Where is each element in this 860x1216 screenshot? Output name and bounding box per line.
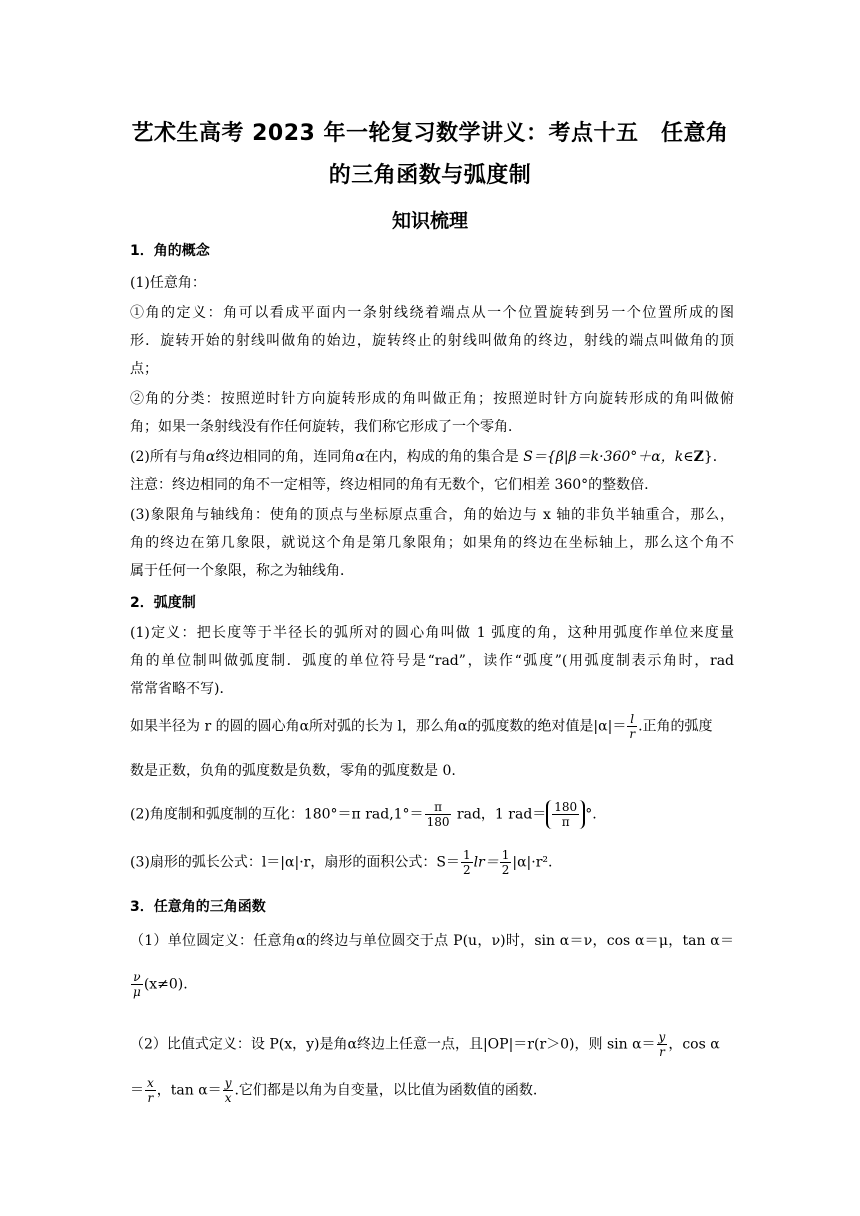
para-abs-alpha	[130, 712, 734, 741]
para-radian-def-3: 常常省略不写)．	[130, 681, 234, 697]
para-quadrant-1: (3)象限角与轴线角：使角的顶点与坐标原点重合，角的始边与 x 轴的非负半轴重合，那么，	[130, 507, 734, 523]
section-subtitle: 知识梳理	[391, 210, 468, 232]
numerator: 1	[501, 848, 510, 862]
para-unit-circle-tan	[130, 970, 734, 999]
para-conversion	[130, 800, 734, 829]
para-sector-formula	[130, 848, 734, 877]
denominator: x	[224, 1091, 232, 1105]
text: }．	[703, 449, 727, 465]
para-ratio-def-1	[130, 1030, 734, 1059]
text: (2)所有与角	[130, 449, 206, 465]
denominator: μ	[133, 985, 141, 999]
numerator: x	[147, 1076, 154, 1090]
para-ratio-def-2	[130, 1076, 734, 1105]
text: (3)扇形的弧长公式：l＝|α|·r，扇形的面积公式：S＝	[130, 854, 460, 871]
fraction-nu-over-mu	[131, 970, 143, 999]
denominator: r	[147, 1091, 154, 1105]
doc-title-line1: 艺术生高考 2023 年一轮复习数学讲义：考点十五 任意角	[131, 121, 729, 146]
fraction-y-over-x	[223, 1076, 234, 1105]
para-angle-def-1: ①角的定义：角可以看成平面内一条射线绕着端点从一个位置旋转到另一个位置所成的图	[130, 305, 734, 321]
heading-angle-concept: 1．角的概念	[130, 243, 210, 259]
set-expression: S＝{β|β＝k·360°＋α，k∈	[523, 449, 694, 465]
para-angle-def-3: 点；	[130, 361, 158, 377]
para-quadrant-2: 角的终边在第几象限，就说这个角是第几象限角；如果角的终边在坐标轴上，那么这个角不	[130, 535, 734, 551]
fraction-x-over-r	[145, 1076, 156, 1105]
numerator: 180	[554, 800, 578, 814]
alpha-symbol: α	[355, 449, 365, 465]
text: ＝	[130, 1082, 144, 1099]
heading-trig-functions: 3．任意角的三角函数	[130, 899, 266, 915]
para-any-angle: (1)任意角：	[130, 275, 206, 291]
numerator: l	[627, 712, 637, 727]
denominator: r	[659, 1045, 665, 1059]
para-radian-def-1: (1)定义：把长度等于半径长的弧所对的圆心角叫做 1 弧度的角，这种用弧度作单位来度量	[130, 625, 734, 641]
text: 如果半径为 r 的圆的圆心角α所对弧的长为 l，那么角α的弧度数的绝对值是|α|＝	[130, 718, 627, 735]
fraction-one-half	[461, 848, 473, 877]
text: ，tan α＝	[156, 1082, 222, 1099]
text: .它们都是以角为自变量，以比值为函数值的函数.	[234, 1082, 538, 1099]
text: ，cos α	[668, 1036, 720, 1053]
numerator: π	[425, 800, 452, 815]
para-unit-circle-def: （1）单位圆定义：任意角α的终边与单位圆交于点 P(u，ν)时，sin α＝ν，cos α＝μ，tan α＝	[130, 933, 734, 949]
text: (x≠0).	[143, 976, 188, 993]
text: rad，1 rad＝	[452, 806, 547, 823]
integer-set-symbol: Z	[693, 449, 704, 465]
fraction-l-over-r	[627, 712, 637, 741]
fraction-180-over-pi	[552, 800, 579, 829]
fraction-one-half	[500, 848, 512, 877]
paren-group	[546, 800, 585, 829]
text: °.	[585, 806, 597, 823]
doc-title-line2: 的三角函数与弧度制	[328, 163, 532, 188]
alpha-symbol: α	[205, 449, 216, 465]
text: |α|·r².	[512, 854, 553, 871]
para-angle-class-2: 角；如果一条射线没有作任何旋转，我们称它形成了一个零角．	[130, 419, 522, 435]
para-radian-sign: 数是正数，负角的弧度数是负数，零角的弧度数是 0.	[130, 763, 456, 779]
heading-radian: 2．弧度制	[130, 595, 196, 611]
denominator: r	[629, 727, 636, 741]
fraction-pi-over-180	[425, 800, 452, 829]
text: （2）比值式定义：设 P(x，y)是角α终边上任意一点，且|OP|＝r(r＞0)，则 sin α＝	[130, 1036, 656, 1053]
denominator: 180	[426, 815, 450, 829]
numerator: y	[224, 1076, 232, 1090]
text: 终边相同的角，连同角	[215, 449, 356, 465]
fraction-y-over-r	[657, 1030, 668, 1059]
denominator: 2	[462, 863, 471, 877]
denominator: π	[561, 815, 570, 829]
para-angle-class-1: ②角的分类：按照逆时针方向旋转形成的角叫做正角；按照逆时针方向旋转形成的角叫做俯	[130, 391, 734, 407]
para-quadrant-3: 属于任何一个象限，称之为轴线角．	[130, 563, 354, 579]
numerator: 1	[462, 848, 471, 862]
para-angle-def-2: 形．旋转开始的射线叫做角的始边，旋转终止的射线叫做角的终边，射线的端点叫做角的顶	[130, 333, 734, 349]
numerator: ν	[131, 970, 143, 985]
numerator: y	[658, 1030, 666, 1044]
text: 在内，构成的角的集合是	[364, 449, 524, 465]
para-radian-def-2: 角的单位制叫做弧度制．弧度的单位符号是“rad”，读作“弧度”(用弧度制表示角时，rad	[130, 653, 734, 669]
text: .正角的弧度	[638, 718, 713, 735]
text: (2)角度制和弧度制的互化：180°＝π rad,1°＝	[130, 806, 424, 823]
para-coterminal-note: 注意：终边相同的角不一定相等，终边相同的角有无数个，它们相差 360°的整数倍.	[130, 477, 649, 493]
para-coterminal-set	[130, 446, 734, 466]
text: lr＝	[473, 854, 499, 871]
denominator: 2	[501, 863, 510, 877]
